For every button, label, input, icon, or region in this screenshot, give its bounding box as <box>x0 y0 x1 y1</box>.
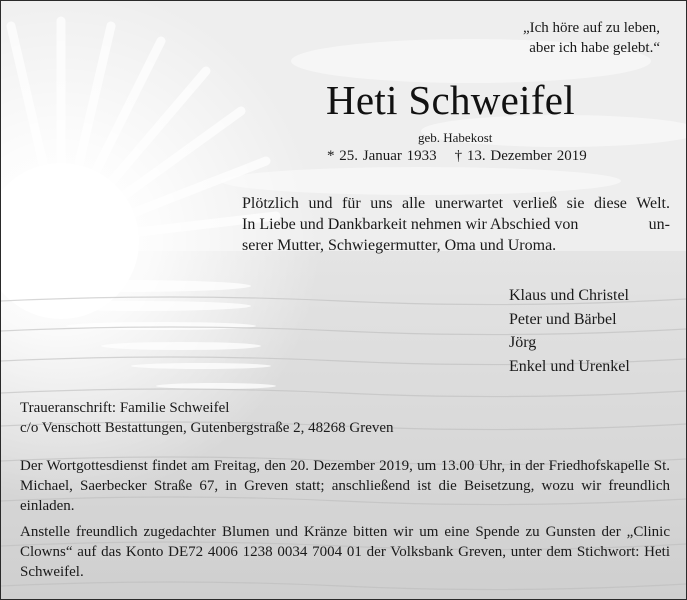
quote <box>523 18 660 58</box>
farewell-message <box>242 193 670 256</box>
family-member: Enkel und Urenkel <box>509 357 630 375</box>
family-member: Peter und Bärbel <box>509 310 617 328</box>
death-date: † 13. Dezember 2019 <box>454 148 587 164</box>
quote-line-1: „Ich höre auf zu leben, <box>522 20 660 36</box>
message-line-2 <box>242 214 670 235</box>
birth-date: * 25. Januar 1933 <box>327 148 437 164</box>
address-line-1: Traueranschrift: Familie Schweifel <box>20 400 230 416</box>
message-line-2-hyphen: un- <box>648 216 670 233</box>
family-list <box>509 284 630 378</box>
address-line-2: c/o Venschott Bestattungen, Gutenbergstraße 2, 48268 Greven <box>20 420 394 436</box>
message-line-2-text: In Liebe und Dankbarkeit nehmen wir Abschied von <box>242 216 579 233</box>
life-dates <box>327 148 587 165</box>
quote-line-2: aber ich habe gelebt.“ <box>529 40 660 56</box>
service-info: Der Wortgottesdienst findet am Freitag, den 20. Dezember 2019, um 13.00 Uhr, in der Friedhofskapelle St. Michael, Saerbecker Straße 67, in Greven statt; anschließend ist die Beisetzung, wozu wir freundlich einladen. <box>20 458 670 514</box>
donation-info: Anstelle freundlich zugedachter Blumen und Kränze bitten wir um eine Spende zu Gunsten der „Clinic Clowns“ auf das Konto DE72 4006 1238 0034 7004 01 der Volksbank Greven, unter dem Stichwort: Heti Schweifel. <box>20 524 670 580</box>
mourning-address <box>20 398 394 438</box>
deceased-name: Heti Schweifel <box>326 77 575 123</box>
family-member: Jörg <box>509 334 537 351</box>
family-member: Klaus und Christel <box>509 287 629 304</box>
message-line-3: serer Mutter, Schwiegermutter, Oma und Uroma. <box>242 237 557 254</box>
birth-name: geb. Habekost <box>418 130 493 145</box>
message-line-1: Plötzlich und für uns alle unerwartet verließ sie diese Welt. <box>242 195 670 212</box>
